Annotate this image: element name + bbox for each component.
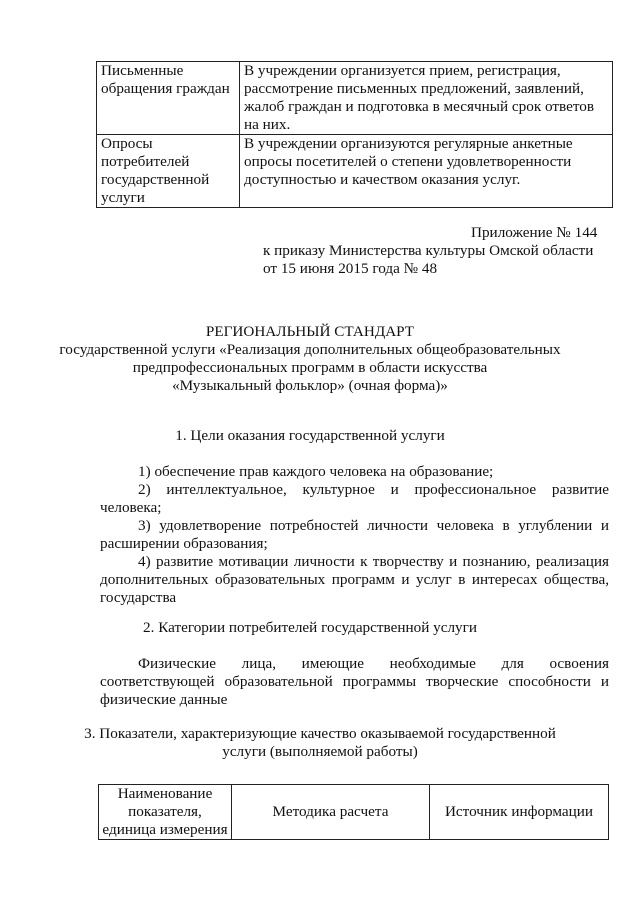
goal-item-2-line2: человека; <box>100 499 162 516</box>
appendix-order: к приказу Министерства культуры Омской области <box>263 242 594 259</box>
indicators-table <box>98 784 609 840</box>
cell-line: потребителей <box>101 153 190 170</box>
goal-item-4-line1: 4) развитие мотивации личности к творчеству и познанию, реализация <box>138 553 609 570</box>
cell-line: жалоб граждан и подготовка в месячный срок ответов <box>244 98 595 115</box>
document-title <box>60 323 560 395</box>
title-line: государственной услуги «Реализация дополнительных общеобразовательных <box>59 341 561 358</box>
title-line: предпрофессиональных программ в области искусства <box>132 359 488 376</box>
services-table <box>96 61 613 208</box>
section1-heading: 1. Цели оказания государственной услуги <box>175 427 445 444</box>
cell-line: на них. <box>244 116 291 133</box>
cell-line: В учреждении организуются регулярные анкетные <box>244 135 573 152</box>
title-line: РЕГИОНАЛЬНЫЙ СТАНДАРТ <box>205 323 415 340</box>
header-line: показателя, <box>128 803 202 820</box>
cell-line: Опросы <box>101 135 153 152</box>
appendix-date: от 15 июня 2015 года № 48 <box>263 260 438 277</box>
title-line: «Музыкальный фольклор» (очная форма)» <box>172 377 448 394</box>
section3-heading-line2: услуги (выполняемой работы) <box>222 743 418 760</box>
goal-item-4-line2: дополнительных образовательных программ и услуг в интересах общества, <box>100 571 609 588</box>
goal-item-2-line1: 2) интеллектуальное, культурное и профессиональное развитие <box>138 481 609 498</box>
consumers-line2: соответствующей образовательной программы творческие способности и <box>100 673 609 690</box>
cell-line: опросы посетителей о степени удовлетворенности <box>244 153 572 170</box>
appendix-number: Приложение № 144 <box>471 224 598 241</box>
section1-body <box>100 463 609 607</box>
consumers-line1: Физические лица, имеющие необходимые для освоения <box>138 655 609 672</box>
section3-heading-line1: 3. Показатели, характеризующие качество оказываемой государственной <box>84 725 556 742</box>
table-cell-name <box>97 135 240 208</box>
cell-line: государственной <box>101 171 210 188</box>
cell-line: Письменные <box>101 62 184 79</box>
section2-heading: 2. Категории потребителей государственной услуги <box>143 619 477 636</box>
table-cell-name <box>97 62 240 135</box>
header-cell-source: Источник информации <box>430 785 609 840</box>
section2-body <box>100 655 609 709</box>
table-cell-description <box>240 135 613 208</box>
header-cell-method: Методика расчета <box>232 785 430 840</box>
consumers-line3: физические данные <box>100 691 228 708</box>
table-row <box>97 62 613 135</box>
cell-line: обращения граждан <box>101 80 230 97</box>
cell-line: рассмотрение письменных предложений, заявлений, <box>244 80 584 97</box>
table-header-row <box>99 785 609 840</box>
goal-item-1: 1) обеспечение прав каждого человека на образование; <box>138 463 494 480</box>
goal-item-3-line1: 3) удовлетворение потребностей личности человека в углублении и <box>138 517 609 534</box>
goal-item-3-line2: расширении образования; <box>100 535 268 552</box>
header-line: единица измерения <box>102 821 228 838</box>
cell-line: доступностью и качеством оказания услуг. <box>244 171 521 188</box>
header-line: Наименование <box>117 785 213 802</box>
cell-line: В учреждении организуется прием, регистрация, <box>244 62 561 79</box>
header-cell-indicator-name <box>99 785 232 840</box>
table-cell-description <box>240 62 613 135</box>
cell-line: услуги <box>101 189 145 206</box>
goal-item-4-line3: государства <box>100 589 177 606</box>
section3-heading <box>40 725 600 761</box>
table-row <box>97 135 613 208</box>
